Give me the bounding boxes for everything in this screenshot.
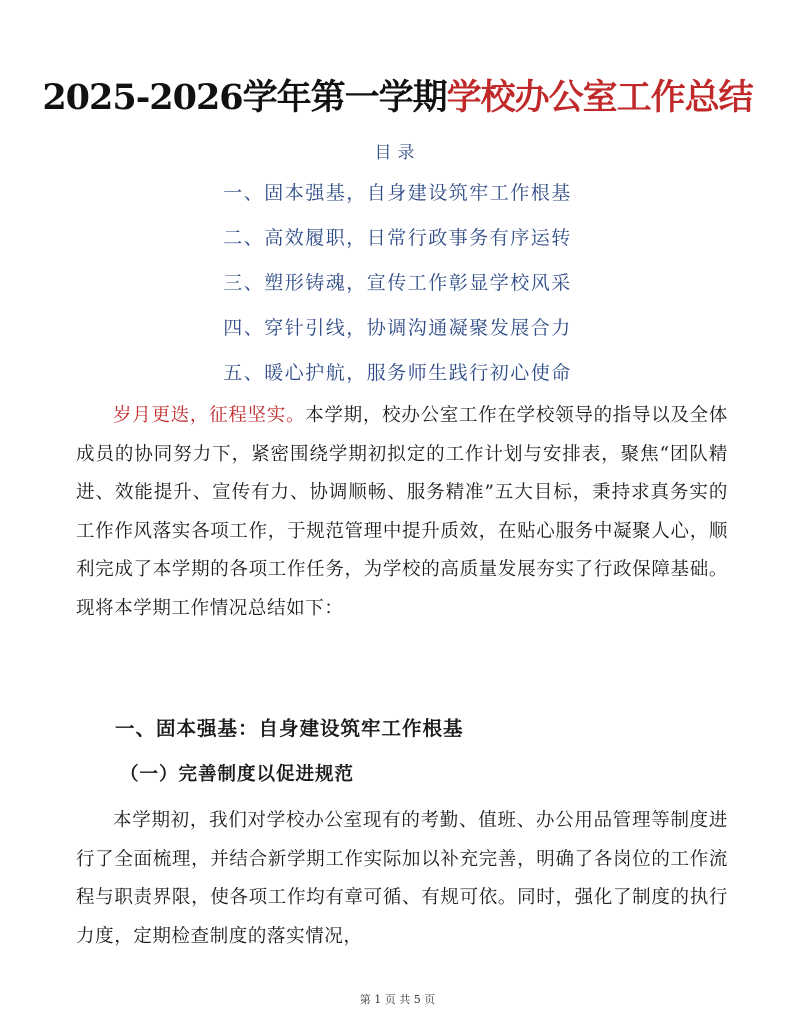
toc-heading: 目录 — [374, 143, 421, 163]
intro-text: 本学期，校办公室工作在学校领导的指导以及全体成员的协同努力下，紧密围绕学期初拟定的工作计划与安排表，聚焦“团队精进、效能提升、宣传有力、协调顺畅、服务精准”五大目标，秉持求真务实的工作作风落实各项工作，于规范管理中提升质效，在贴心服务中凝聚人心，顺利完成了本学期的各项工作任务，为学校的高质量发展夯实了行政保障基础。现将本学期工作情况总结如下： — [76, 405, 728, 619]
title-subject-part: 学校办公室工作总结 — [446, 77, 753, 118]
body-paragraph: 本学期初，我们对学校办公室现有的考勤、值班、办公用品管理等制度进行了全面梳理，并结合新学期工作实际加以补充完善，明确了各岗位的工作流程与职责界限，使各项工作均有章可循、有规可依。同时，强化了制度的执行力度，定期检查制度的落实情况， — [76, 810, 728, 947]
section-heading: 一、固本强基：自身建设筑牢工作根基 — [115, 717, 464, 740]
toc-item[interactable]: 四、穿针引线，协调沟通凝聚发展合力 — [223, 317, 572, 339]
toc-item[interactable]: 三、塑形铸魂，宣传工作彰显学校风采 — [223, 272, 572, 294]
document-title — [0, 70, 795, 120]
toc-item[interactable]: 五、暖心护航，服务师生践行初心使命 — [223, 362, 572, 384]
intro-paragraph — [76, 397, 728, 628]
intro-lead: 岁月更迭，征程坚实。 — [113, 405, 306, 426]
title-year-part: 2025-2026学年第一学期 — [42, 77, 447, 118]
subsection-heading: （一）完善制度以促进规范 — [120, 764, 355, 785]
page-number-footer: 第 1 页 共 5 页 — [359, 993, 436, 1006]
toc-item[interactable]: 二、高效履职，日常行政事务有序运转 — [223, 227, 572, 249]
table-of-contents — [0, 178, 795, 403]
toc-item[interactable]: 一、固本强基，自身建设筑牢工作根基 — [223, 182, 572, 204]
